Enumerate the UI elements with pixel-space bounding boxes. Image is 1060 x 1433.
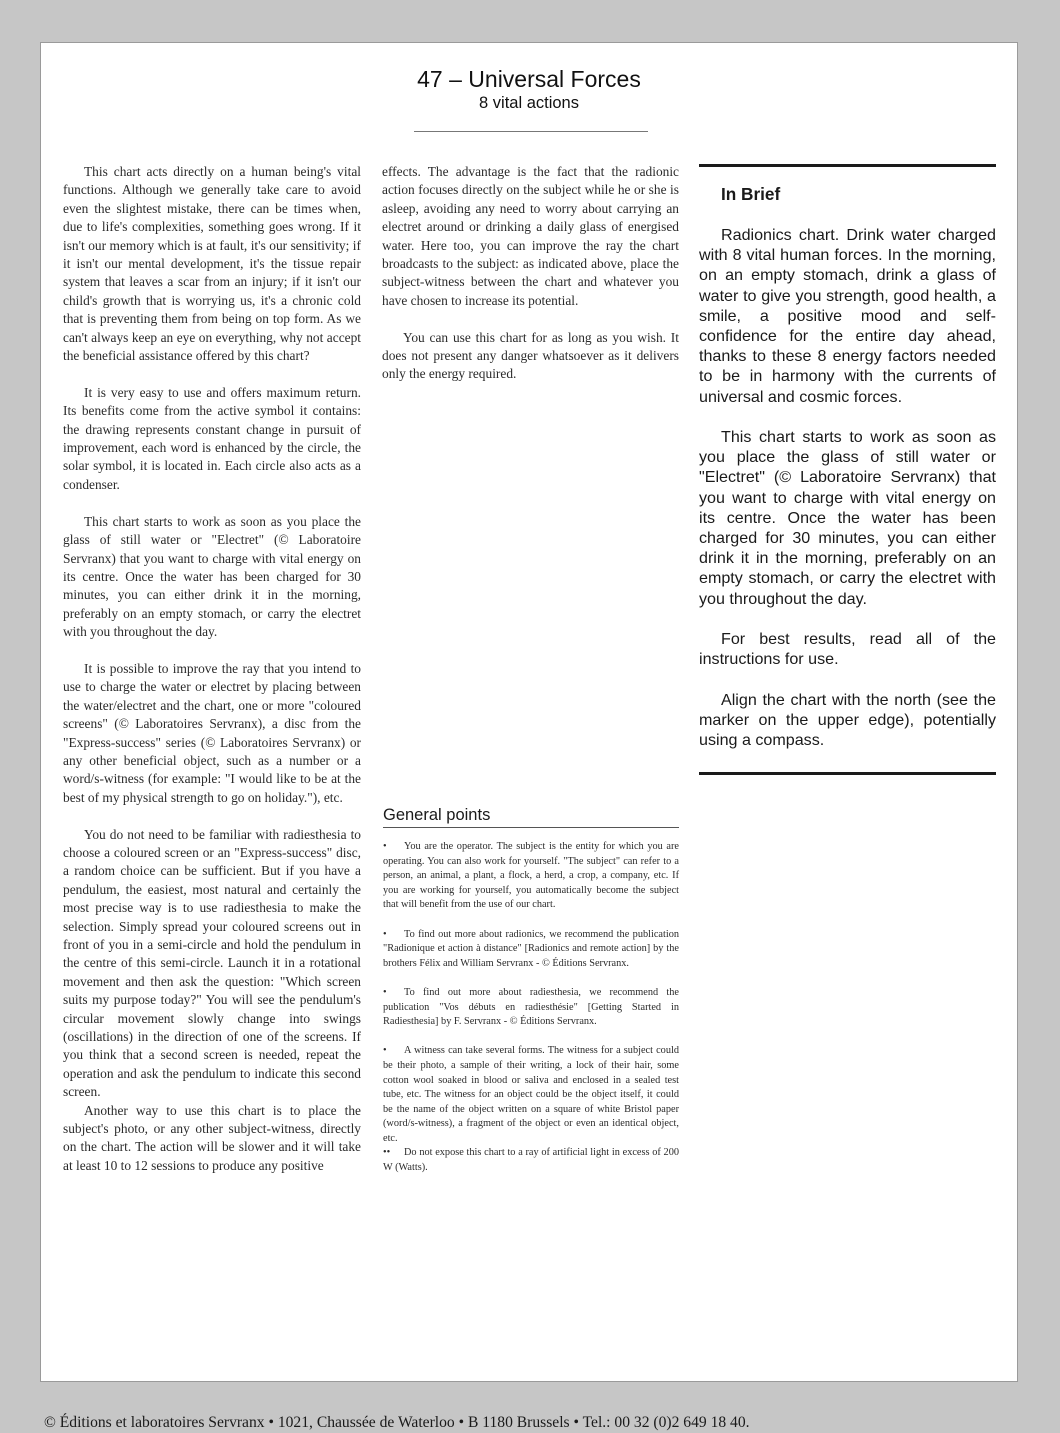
body-paragraph: You can use this chart for as long as you wish. It does not present any danger whatsoever as it delivers only the energy required. <box>382 329 679 382</box>
footer-contact: © Éditions et laboratoires Servranx • 1021, Chaussée de Waterloo • B 1180 Brussels • Tel.: 00 32 (0)2 649 18 40. <box>44 1414 750 1431</box>
title-divider <box>414 131 648 132</box>
list-item-text: A witness can take several forms. The witness for a subject could be their photo, a sample of their writing, a lock of their hair, some cotton wool soaked in blood or saliva and enclosed in a sealed test tube, etc. The witness for an object could be the object itself, it could be the name of the object written on a square of white Bristol paper (word/s-witness), a fragment of the object or even an identical object, etc. <box>383 1045 679 1144</box>
body-paragraph: effects. The advantage is the fact that the radionic action focuses directly on the subject while he or she is asleep, avoiding any need to worry about carrying an electret around or drinking a daily glass of energised water. Here too, you can improve the ray the chart broadcasts to the subject: as indicated above, place the subject-witness between the chart and whatever you have chosen to increase its potential. <box>382 164 679 308</box>
body-paragraph: It is possible to improve the ray that you intend to use to charge the water or electret by placing between the water/electret and the chart, one or more "coloured screens" (© Laboratoires Servranx), a disc from the "Express-success" series (© Laboratoires Servranx) or any other beneficial object, such as a number or a word/s-witness (for example: "I would like to be at the best of my physical strength to go on holiday."), etc. <box>63 660 361 805</box>
list-item-text: To find out more about radiesthesia, we recommend the publication "Vos débuts en radiesthésie" [Getting Started in Radiesthesia] by F. Servranx - © Éditions Servranx. <box>383 986 679 1028</box>
brief-paragraph: This chart starts to work as soon as you place the glass of still water or "Electret" (© Laboratoire Servranx) that you want to charge with vital energy on its centre. Once the water has been charged for 30 minutes, you can either drink it in the morning, preferably on an empty stomach, or carry the electret with you throughout the day. <box>699 428 996 608</box>
middle-column <box>382 163 679 402</box>
list-item <box>383 1146 679 1175</box>
body-paragraph: Another way to use this chart is to place the subject's photo, or any other subject-witness, directly on the chart. The action will be slower and it will take at least 10 to 12 sessions to produce any positive <box>63 1102 361 1173</box>
brief-paragraph: Radionics chart. Drink water charged with 8 vital human forces. In the morning, on an empty stomach, drink a glass of water to give you strength, good health, a smile, a positive mood and self-confidence for the entire day ahead, thanks to these 8 energy factors needed to be in harmony with the currents of universal and cosmic forces. <box>699 226 996 406</box>
in-brief-heading: In Brief <box>721 184 781 204</box>
list-item <box>383 840 679 913</box>
body-paragraph: It is very easy to use and offers maximum return. Its benefits come from the active symbol it contains: the drawing represents constant change in pursuit of improvement, each word is enhanced by the circle, the solar symbol, it is located in. Each circle also acts as a condenser. <box>63 384 361 492</box>
body-paragraph: This chart starts to work as soon as you place the glass of still water or "Electret" (© Laboratoire Servranx) that you want to charge with vital energy on its centre. Once the water has been charged for 30 minutes, you can either drink it in the morning, preferably on an empty stomach, or carry the electret with you throughout the day. <box>63 513 361 640</box>
general-points-list <box>383 840 679 1176</box>
page-sheet <box>40 42 1018 1382</box>
list-item-text: Do not expose this chart to a ray of artificial light in excess of 200 W (Watts). <box>383 1147 679 1174</box>
list-item-text: To find out more about radionics, we recommend the publication "Radionique et action à distance" [Radionics and remote action] by the brothers Félix and William Servranx - © Éditions Servranx. <box>383 928 679 969</box>
page-title: 47 – Universal Forces <box>417 66 641 92</box>
brief-top-rule <box>699 164 996 167</box>
bullet-icon: • <box>383 841 387 852</box>
bullet-icon: • <box>383 1045 387 1057</box>
list-item-text: You are the operator. The subject is the entity for which you are operating. You can also work for yourself. "The subject" can refer to a person, an animal, a plant, a flock, a herd, a crop, a company, etc. If you are working for yourself, you automatically become the subject that will benefit from the use of our chart. <box>383 841 679 911</box>
title-block <box>41 65 1017 113</box>
brief-paragraph: For best results, read all of the instructions for use. <box>699 630 996 669</box>
page-subtitle: 8 vital actions <box>479 94 579 112</box>
list-item <box>383 986 679 1030</box>
list-item <box>383 928 679 972</box>
bullet-icon: •• <box>383 1147 391 1159</box>
bullet-icon: • <box>383 986 387 998</box>
body-paragraph: This chart acts directly on a human being's vital functions. Although we generally take care to avoid even the slightest mistake, there can be times when, due to life's complexities, something goes wrong. If it isn't our memory which is at fault, it's our sensitivity; if it isn't our mental development, it's the tissue repair system that leaves a scar from an injury; if it isn't our child's growth that is worrying us, it's a chronic cold that is preventing them from being on top form. As we can't always keep an eye on everything, why not accept the beneficial assistance offered by this chart? <box>63 164 361 364</box>
brief-paragraph: Align the chart with the north (see the marker on the upper edge), potentially using a compass. <box>699 690 996 750</box>
body-paragraph: You do not need to be familiar with radiesthesia to choose a coloured screen or an "Express-success" disc, a random choice can be sufficient. But if you have a pendulum, the easiest, most natural and certainly the most precise way is to use radiesthesia to make the selection. Simply spread your coloured screens out in front of you in a semi-circle and hold the pendulum in the centre of this semi-circle. Launch it in a rotational movement and then ask the question: "Which screen suits my purpose today?" You will see the pendulum's circular movement slowly change into swings (oscillations) in the direction of one of the screens. If you think that a second screen is needed, repeat the operation and ask the pendulum to indicate this second screen. <box>63 826 361 1100</box>
bullet-icon: • <box>383 928 387 940</box>
brief-bottom-rule <box>699 772 996 775</box>
general-points-heading: General points <box>383 805 679 828</box>
list-item <box>383 1044 679 1146</box>
in-brief-box <box>699 183 996 770</box>
left-column <box>63 163 361 1175</box>
